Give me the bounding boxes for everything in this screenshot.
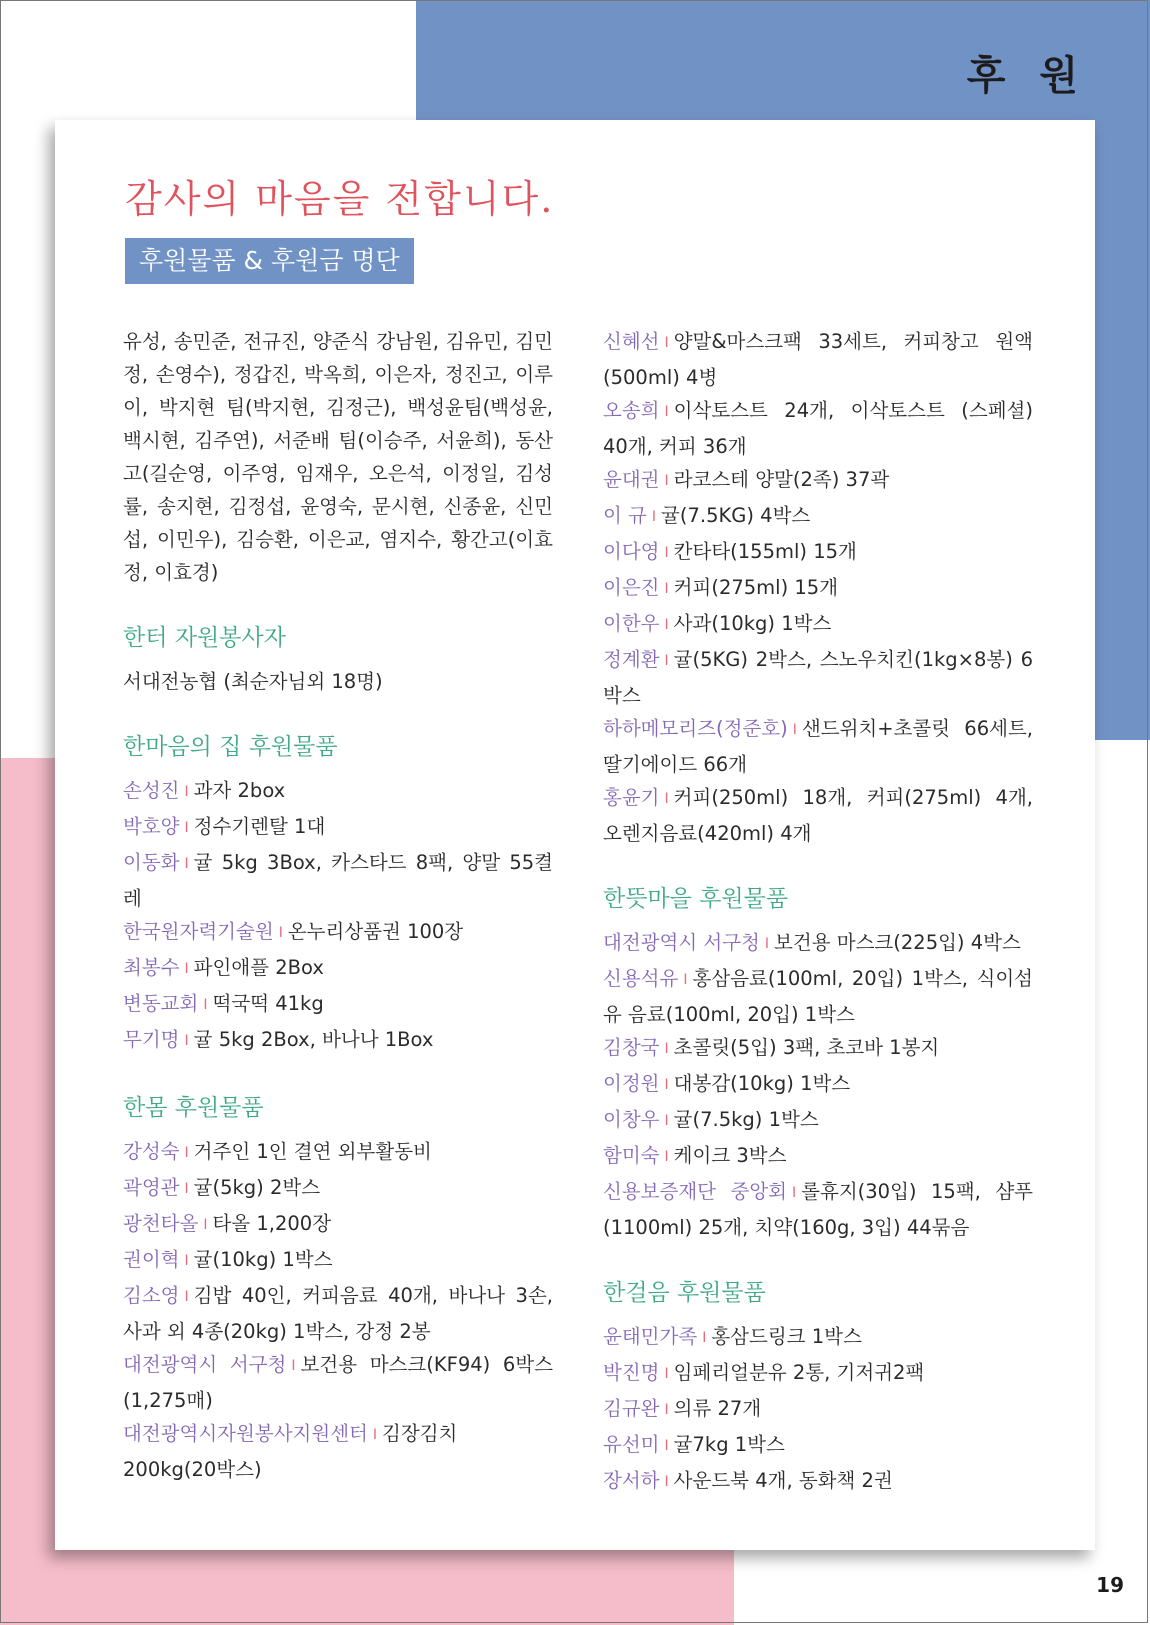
- donor-name: 박진명: [603, 1361, 660, 1384]
- donor-name: 곽영관: [123, 1176, 180, 1199]
- donation-entry: [603, 1428, 1033, 1464]
- donor-name: 하하메모리즈(정준호): [603, 717, 788, 740]
- separator-mark: I: [184, 1033, 189, 1049]
- donor-name: 무기명: [123, 1028, 180, 1051]
- hangeoreum-donation-list: [603, 1320, 1033, 1500]
- donation-entry: [123, 1171, 553, 1207]
- separator-mark: I: [664, 1041, 669, 1057]
- donation-entry: [123, 987, 553, 1023]
- donor-name: 홍윤기: [603, 786, 660, 809]
- donated-item: 거주인 1인 결연 외부활동비: [193, 1140, 432, 1163]
- separator-mark: I: [278, 925, 283, 941]
- donated-item: 귤 5kg 2Box, 바나나 1Box: [193, 1028, 434, 1051]
- donor-name: 정계환: [603, 648, 660, 671]
- separator-mark: I: [664, 1474, 669, 1490]
- donation-entry: [603, 712, 1033, 781]
- donated-item: 떡국떡 41kg: [212, 992, 324, 1015]
- donation-entry: [603, 463, 1033, 499]
- donation-entry: [603, 1067, 1033, 1103]
- donated-item: 홍삼드링크 1박스: [711, 1325, 862, 1348]
- donation-entry: [123, 774, 553, 810]
- donated-item: 사운드북 4개, 동화책 2권: [673, 1469, 893, 1492]
- separator-mark: I: [792, 722, 797, 738]
- donor-name: 김규완: [603, 1397, 660, 1420]
- separator-mark: I: [683, 972, 688, 988]
- donated-item: 임페리얼분유 2통, 기저귀2팩: [673, 1361, 925, 1384]
- donor-name: 장서하: [603, 1469, 660, 1492]
- separator-mark: I: [184, 1289, 189, 1305]
- separator-mark: I: [184, 820, 189, 836]
- donated-item: 롤휴지(30입) 15팩, 샴푸(1100ml) 25개, 치약(160g, 3입) 44묶음: [603, 1180, 1034, 1239]
- hanmaeum-section-title: 한마음의 집 후원물품: [123, 734, 338, 760]
- donor-name: 이은진: [603, 576, 660, 599]
- separator-mark: I: [702, 1330, 707, 1346]
- donor-name: 이창우: [603, 1108, 660, 1131]
- separator-mark: I: [184, 784, 189, 800]
- donated-item: 귤 5kg 3Box, 카스타드 8팩, 양말 55켤레: [123, 851, 553, 910]
- separator-mark: I: [664, 1438, 669, 1454]
- donated-item: 과자 2box: [193, 779, 286, 802]
- donor-name: 윤태민가족: [603, 1325, 698, 1348]
- separator-mark: I: [792, 1185, 797, 1201]
- donor-name: 이동화: [123, 851, 180, 874]
- donor-name: 박호양: [123, 815, 180, 838]
- donated-item: 칸타타(155ml) 15개: [673, 540, 857, 563]
- donation-entry: [603, 1175, 1033, 1244]
- donation-entry: [123, 810, 553, 846]
- separator-mark: I: [664, 545, 669, 561]
- donor-name: 김소영: [123, 1284, 180, 1307]
- donated-item: 이삭토스트 24개, 이삭토스트 (스페셜) 40개, 커피 36개: [603, 399, 1033, 458]
- separator-mark: I: [664, 1113, 669, 1129]
- separator-mark: I: [664, 404, 669, 420]
- donor-name: 한국원자력기술원: [123, 920, 274, 943]
- donated-item: 보건용 마스크(KF94) 6박스(1,275매): [123, 1353, 553, 1412]
- donated-item: 양말&마스크팩 33세트, 커피창고 원액(500ml) 4병: [603, 330, 1033, 389]
- donation-entry: [123, 915, 553, 951]
- section-header: 후 원: [966, 53, 1088, 99]
- donated-item: 정수기렌탈 1대: [193, 815, 326, 838]
- separator-mark: I: [664, 1149, 669, 1165]
- donation-entry: [603, 571, 1033, 607]
- donor-name: 최봉수: [123, 956, 180, 979]
- separator-mark: I: [203, 1217, 208, 1233]
- donation-entry: [123, 846, 553, 915]
- donor-name: 대전광역시 서구청: [123, 1353, 287, 1376]
- hantteut-donation-list: [603, 926, 1033, 1244]
- donor-name: 이한우: [603, 612, 660, 635]
- right-column: [603, 325, 1033, 1500]
- donation-entry: [603, 1139, 1033, 1175]
- donation-entry: [603, 643, 1033, 712]
- donor-name: 신용석유: [603, 967, 679, 990]
- donation-entry: [603, 1320, 1033, 1356]
- content-card: [55, 120, 1095, 1550]
- donated-item: 타올 1,200장: [212, 1212, 332, 1235]
- donation-entry: [603, 1103, 1033, 1139]
- donor-name: 신용보증재단 중앙회: [603, 1180, 788, 1203]
- donation-entry: [123, 1023, 553, 1059]
- separator-mark: I: [184, 961, 189, 977]
- separator-mark: I: [664, 1402, 669, 1418]
- separator-mark: I: [664, 581, 669, 597]
- donation-entry: [603, 962, 1033, 1031]
- volunteers-section-title: 한터 자원봉사자: [123, 625, 286, 651]
- donated-item: 귤7kg 1박스: [673, 1433, 785, 1456]
- separator-mark: I: [664, 791, 669, 807]
- donor-name: 대전광역시자원봉사지원센터: [123, 1422, 368, 1445]
- donation-entry: [603, 781, 1033, 850]
- donated-item: 온누리상품권 100장: [287, 920, 464, 943]
- donated-item: 보건용 마스크(225입) 4박스: [774, 931, 1021, 954]
- donor-name: 광천타올: [123, 1212, 199, 1235]
- donor-name: 윤대권: [603, 468, 660, 491]
- donated-item: 귤(7.5kg) 1박스: [673, 1108, 819, 1131]
- separator-mark: I: [664, 1077, 669, 1093]
- donated-item: 커피(250ml) 18개, 커피(275ml) 4개, 오렌지음료(420ml) 4개: [603, 786, 1033, 845]
- separator-mark: I: [651, 509, 657, 525]
- donated-item: 샌드위치+초콜릿 66세트, 딸기에이드 66개: [603, 717, 1033, 776]
- separator-mark: I: [664, 335, 669, 351]
- donation-entry: [603, 1356, 1033, 1392]
- donor-name: 강성숙: [123, 1140, 180, 1163]
- donation-entry: [603, 1392, 1033, 1428]
- donor-name: 유선미: [603, 1433, 660, 1456]
- donation-entry: [123, 1243, 553, 1279]
- donation-entry: [603, 535, 1033, 571]
- donor-name: 김창국: [603, 1036, 660, 1059]
- donation-entry: [123, 1348, 553, 1417]
- donated-item: 귤(5KG) 2박스, 스노우치킨(1kg×8봉) 6박스: [603, 648, 1033, 707]
- hanmaeum-donation-list: [123, 774, 553, 1059]
- separator-mark: I: [372, 1427, 378, 1443]
- donation-entry: [603, 499, 1033, 535]
- separator-mark: I: [664, 617, 669, 633]
- hanmom-section-title: 한몸 후원물품: [123, 1095, 264, 1121]
- separator-mark: I: [184, 856, 189, 872]
- donor-name: 대전광역시 서구청: [603, 931, 760, 954]
- donation-entry: [123, 1135, 553, 1171]
- hangeoreum-section-title: 한걸음 후원물품: [603, 1280, 766, 1306]
- donated-item: 의류 27개: [673, 1397, 762, 1420]
- page-subtitle: 후원물품 & 후원금 명단: [125, 238, 414, 284]
- hanmom-donation-list: [123, 1135, 553, 1486]
- donor-name: 신혜선: [603, 330, 660, 353]
- separator-mark: I: [291, 1358, 296, 1374]
- donor-name-list: 유성, 송민준, 전규진, 양준식 강남원, 김유민, 김민정, 손영수), 정갑진, 박옥희, 이은자, 정진고, 이루이, 박지현 팀(박지현, 김정근), 백성윤팀(백성윤, 백시현, 김주연), 서준배 팀(이승주, 서윤희), 동산고(길순영, 이주영, 임재우, 오은석, 이정일, 김성률, 송지현, 김정섭, 윤영숙, 문시현, 신종윤, 신민섭, 이민우), 김승환, 이은교, 염지수, 황간고(이효정, 이효경): [123, 330, 553, 584]
- donated-item: 라코스테 양말(2족) 37곽: [673, 468, 890, 491]
- separator-mark: I: [203, 997, 208, 1013]
- donor-name: 이 규: [603, 504, 647, 527]
- separator-mark: I: [664, 473, 669, 489]
- donated-item: 사과(10kg) 1박스: [673, 612, 832, 635]
- page-number: 19: [1096, 1573, 1124, 1597]
- donated-item: 귤(5kg) 2박스: [193, 1176, 321, 1199]
- donation-entry: [603, 325, 1033, 394]
- donor-name: 이정원: [603, 1072, 660, 1095]
- donor-name: 함미숙: [603, 1144, 660, 1167]
- donation-entry: [603, 394, 1033, 463]
- donation-entry: [123, 1417, 553, 1486]
- donor-name: 오송희: [603, 399, 660, 422]
- donated-item: 대봉감(10kg) 1박스: [673, 1072, 851, 1095]
- donation-entry: [123, 951, 553, 987]
- donation-entry: [603, 926, 1033, 962]
- donation-entry: [603, 607, 1033, 643]
- donor-name: 손성진: [123, 779, 180, 802]
- separator-mark: I: [184, 1145, 189, 1161]
- donated-item: 초콜릿(5입) 3팩, 초코바 1봉지: [673, 1036, 940, 1059]
- volunteers-text: 서대전농협 (최순자님외 18명): [123, 670, 383, 693]
- left-column: [123, 325, 553, 1486]
- donated-item: 커피(275ml) 15개: [673, 576, 839, 599]
- separator-mark: I: [664, 653, 669, 669]
- donation-entry: [603, 1464, 1033, 1500]
- separator-mark: I: [184, 1181, 189, 1197]
- donated-item: 김장김치 200kg(20박스): [123, 1422, 458, 1481]
- donation-entry: [123, 1279, 553, 1348]
- donor-name: 권이혁: [123, 1248, 180, 1271]
- separator-mark: I: [184, 1253, 189, 1269]
- donor-name: 이다영: [603, 540, 660, 563]
- donated-item: 귤(10kg) 1박스: [193, 1248, 333, 1271]
- donor-name: 변동교회: [123, 992, 199, 1015]
- donation-entry: [123, 1207, 553, 1243]
- right-top-donation-list: [603, 325, 1033, 850]
- donated-item: 파인애플 2Box: [193, 956, 324, 979]
- donated-item: 케이크 3박스: [673, 1144, 787, 1167]
- donated-item: 홍삼음료(100ml, 20입) 1박스, 식이섬유 음료(100ml, 20입) 1박스: [603, 967, 1033, 1026]
- page-title: 감사의 마음을 전합니다.: [125, 177, 555, 221]
- donated-item: 귤(7.5KG) 4박스: [661, 504, 811, 527]
- donation-entry: [603, 1031, 1033, 1067]
- separator-mark: I: [764, 936, 770, 952]
- hantteut-section-title: 한뜻마을 후원물품: [603, 886, 789, 912]
- separator-mark: I: [664, 1366, 669, 1382]
- donated-item: 김밥 40인, 커피음료 40개, 바나나 3손, 사과 외 4종(20kg) 1박스, 강정 2봉: [123, 1284, 553, 1343]
